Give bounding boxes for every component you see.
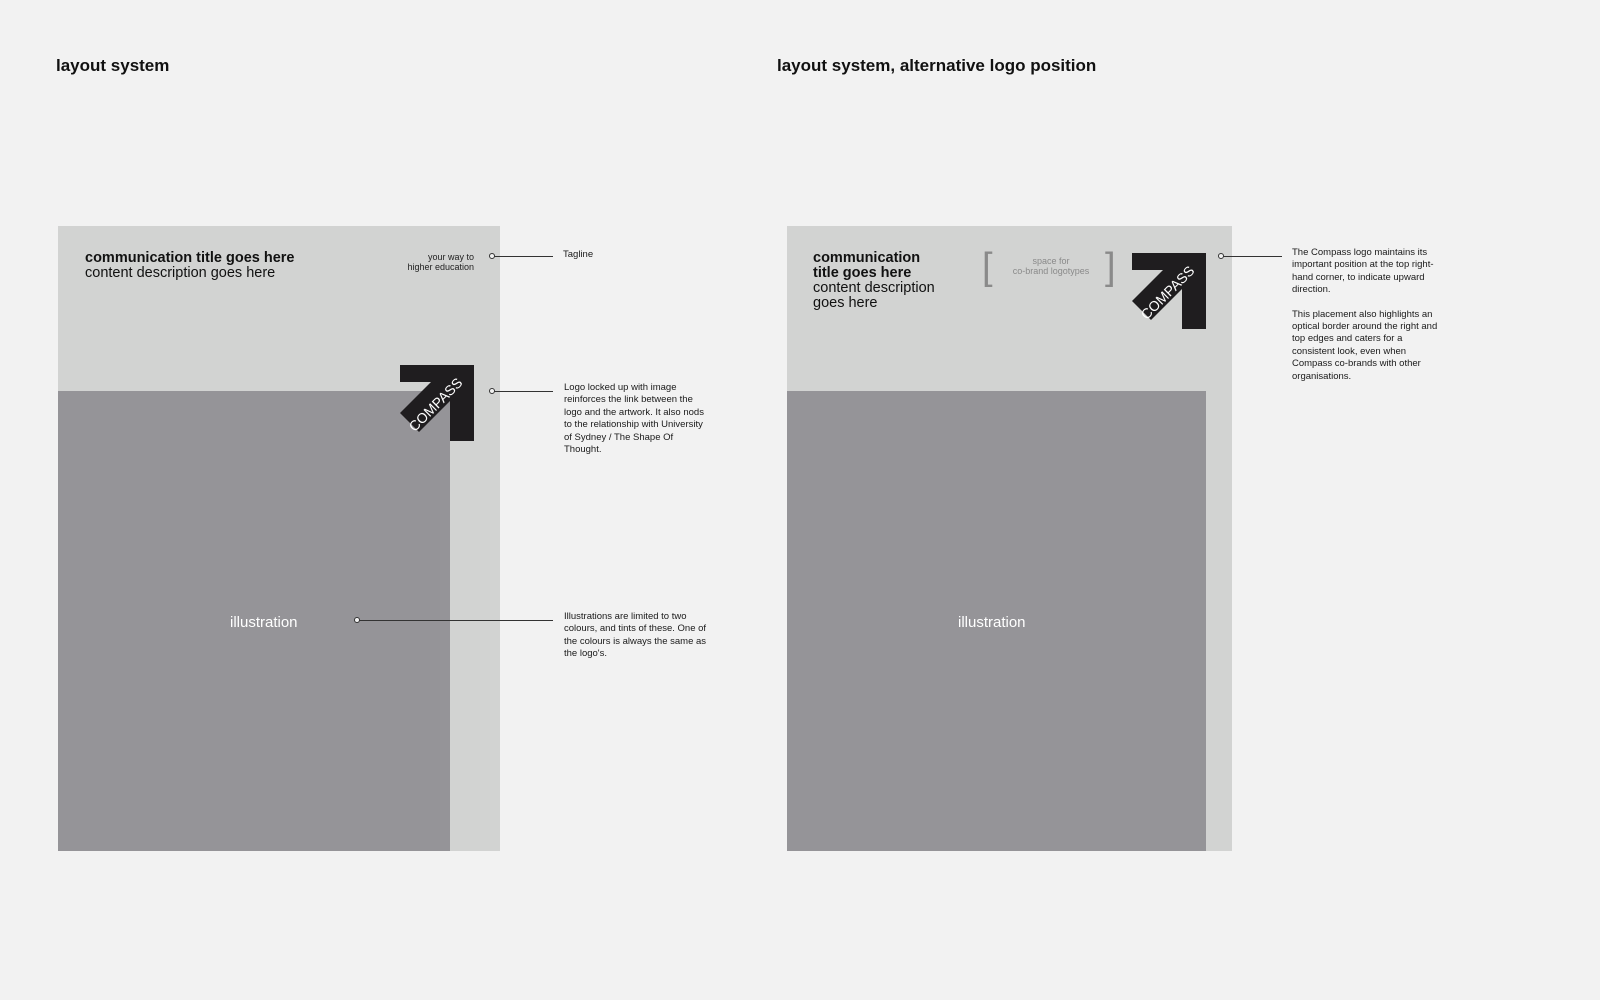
logo-callout-line bbox=[492, 391, 553, 392]
logo-callout-dot bbox=[489, 388, 495, 394]
right-logo-text: COMPASS bbox=[1137, 262, 1198, 323]
right-title-line-2: title goes here bbox=[813, 265, 912, 281]
illustration-annotation: Illustrations are limited to two colours, and tints of these. One of the colours is always the same as the logo's. bbox=[564, 611, 707, 660]
right-heading: layout system, alternative logo position bbox=[777, 56, 1097, 75]
cobrand-line-2: co-brand logotypes bbox=[1012, 266, 1090, 276]
right-logo-annotation-para-2: This placement also highlights an optical border around the right and top edges and caters for a consistent look, even when Compass co-brands with other organisations. bbox=[1292, 308, 1438, 382]
logo-annotation: Logo locked up with image reinforces the link between the logo and the artwork. It also nods to the relationship with University of Sydney / The Shape Of Thought. bbox=[564, 382, 704, 456]
tagline-callout-dot bbox=[489, 253, 495, 259]
cobrand-left-bracket: [ bbox=[982, 246, 993, 288]
right-description-line-2: goes here bbox=[813, 295, 878, 311]
tagline-annotation: Tagline bbox=[563, 249, 594, 260]
right-illustration-label: illustration bbox=[958, 614, 1026, 631]
tagline-callout-line bbox=[492, 256, 553, 257]
right-title-line-1: communication bbox=[813, 250, 921, 266]
right-title-block bbox=[813, 251, 935, 311]
left-illustration-label: illustration bbox=[230, 614, 298, 631]
left-compass-logo bbox=[400, 365, 475, 442]
left-content-description: content description goes here bbox=[85, 265, 276, 281]
right-logo-annotation-para-1: The Compass logo maintains its important position at the top right-hand corner, to indicate upward direction. bbox=[1292, 247, 1434, 296]
tagline-line-2: higher education bbox=[407, 262, 474, 272]
illustration-callout-line bbox=[358, 620, 553, 621]
cobrand-placeholder bbox=[1000, 256, 1102, 276]
left-logo-text: COMPASS bbox=[405, 374, 466, 435]
illustration-callout-dot bbox=[354, 617, 360, 623]
left-heading: layout system bbox=[56, 56, 170, 75]
cobrand-right-bracket: ] bbox=[1105, 246, 1116, 288]
right-logo-annotation bbox=[1292, 247, 1438, 383]
cobrand-line-1: space for bbox=[1032, 256, 1070, 266]
right-description-line-1: content description bbox=[813, 280, 935, 296]
right-compass-logo bbox=[1132, 253, 1207, 330]
tagline-line-1: your way to bbox=[427, 252, 474, 262]
right-logo-callout-line bbox=[1222, 256, 1282, 257]
left-tagline bbox=[407, 252, 474, 272]
right-logo-callout-dot bbox=[1218, 253, 1224, 259]
left-communication-title: communication title goes here bbox=[85, 250, 295, 266]
